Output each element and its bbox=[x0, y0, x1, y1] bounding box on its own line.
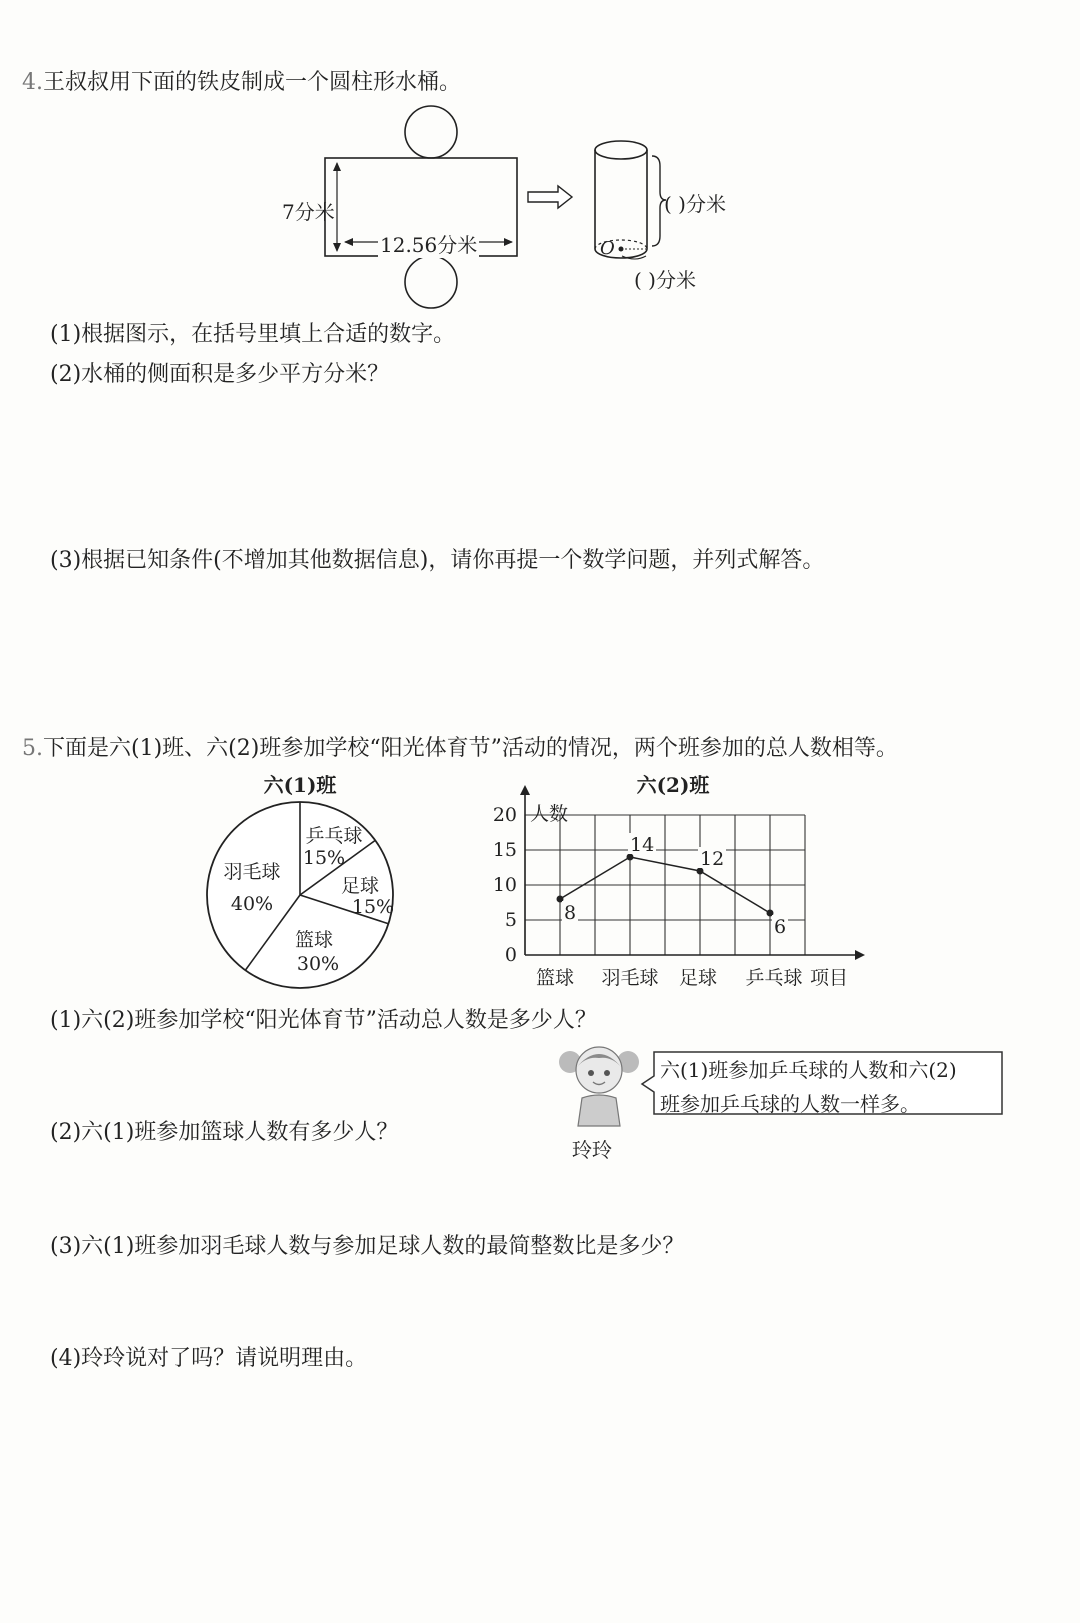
data-label: 8 bbox=[564, 902, 577, 924]
speech-line-2: 班参加乒乓球的人数一样多。 bbox=[660, 1092, 920, 1116]
q4-sub2: (2)水桶的侧面积是多少平方分米？ bbox=[50, 362, 390, 387]
q4-net-diagram bbox=[0, 0, 1080, 330]
q4-number: 4. bbox=[22, 70, 43, 95]
line-grid bbox=[525, 815, 805, 955]
q4-cyl-height-blank: ( )分米 bbox=[664, 192, 726, 216]
q5-sub1: (1)六(2)班参加学校“阳光体育节”活动总人数是多少人？ bbox=[50, 1008, 597, 1033]
x-tick-label: 篮球 bbox=[535, 967, 575, 989]
pie-slice-pct-basketball: 30% bbox=[296, 953, 340, 975]
pie-title: 六(1)班 bbox=[263, 773, 337, 797]
q4-stem: 王叔叔用下面的铁皮制成一个圆柱形水桶。 bbox=[43, 70, 462, 95]
girl-illustration-icon bbox=[556, 1040, 646, 1130]
pie-slice-label-pingpong: 乒乓球 bbox=[305, 825, 363, 847]
line-xlabel: 项目 bbox=[810, 967, 849, 989]
line-chart bbox=[480, 770, 860, 1000]
line-yticks bbox=[493, 804, 517, 966]
x-tick-label: 羽毛球 bbox=[601, 967, 659, 989]
data-label: 14 bbox=[630, 834, 655, 856]
q4-cyl-radius-blank: ( )分米 bbox=[634, 268, 696, 292]
q4-height-label: 7分米 bbox=[282, 200, 335, 224]
q5-number: 5. bbox=[22, 736, 43, 761]
y-tick-label: 5 bbox=[504, 909, 517, 931]
line-axes bbox=[520, 785, 865, 960]
q5-sub2: (2)六(1)班参加篮球人数有多少人？ bbox=[50, 1120, 399, 1145]
y-axis-arrow bbox=[520, 785, 530, 795]
pie-slice-pct-pingpong: 15% bbox=[302, 847, 346, 869]
line-title: 六(2)班 bbox=[636, 773, 710, 797]
q5-stem-row bbox=[22, 736, 898, 762]
q4-center-label: O bbox=[600, 238, 615, 259]
pie-slice-pct-soccer: 15% bbox=[351, 896, 395, 918]
pie-slice-pct-badminton: 40% bbox=[230, 893, 274, 915]
y-tick-label: 20 bbox=[492, 804, 517, 826]
data-label: 12 bbox=[700, 848, 725, 870]
pie-slice-label-badminton: 羽毛球 bbox=[223, 861, 281, 883]
speech-line-1: 六(1)班参加乒乓球的人数和六(2) bbox=[660, 1058, 957, 1082]
q5-sub3: (3)六(1)班参加羽毛球人数与参加足球人数的最简整数比是多少？ bbox=[50, 1234, 685, 1259]
data-label: 6 bbox=[774, 916, 787, 938]
q4-sub3: (3)根据已知条件(不增加其他数据信息)，请你再提一个数学问题，并列式解答。 bbox=[50, 548, 825, 573]
y-tick-label: 15 bbox=[492, 839, 517, 861]
line-ylabel: 人数 bbox=[530, 803, 569, 825]
y-tick-label: 0 bbox=[504, 944, 517, 966]
pie-chart bbox=[190, 770, 450, 1000]
q5-stem: 下面是六(1)班、六(2)班参加学校“阳光体育节”活动的情况，两个班参加的总人数相等。 bbox=[43, 736, 898, 761]
y-tick-label: 10 bbox=[492, 874, 517, 896]
q4-sub1: (1)根据图示，在括号里填上合适的数字。 bbox=[50, 322, 456, 347]
q4-width-label: 12.56分米 bbox=[378, 229, 479, 258]
pie-slice-label-basketball: 篮球 bbox=[294, 929, 334, 951]
x-tick-label: 足球 bbox=[678, 967, 718, 989]
x-axis-arrow bbox=[855, 950, 865, 960]
line-xticks bbox=[536, 967, 803, 989]
pie-slice-label-soccer: 足球 bbox=[340, 875, 380, 897]
girl-name: 玲玲 bbox=[572, 1138, 612, 1162]
x-tick-label: 乒乓球 bbox=[745, 967, 803, 989]
q5-sub4: (4)玲玲说对了吗？请说明理由。 bbox=[50, 1346, 368, 1371]
